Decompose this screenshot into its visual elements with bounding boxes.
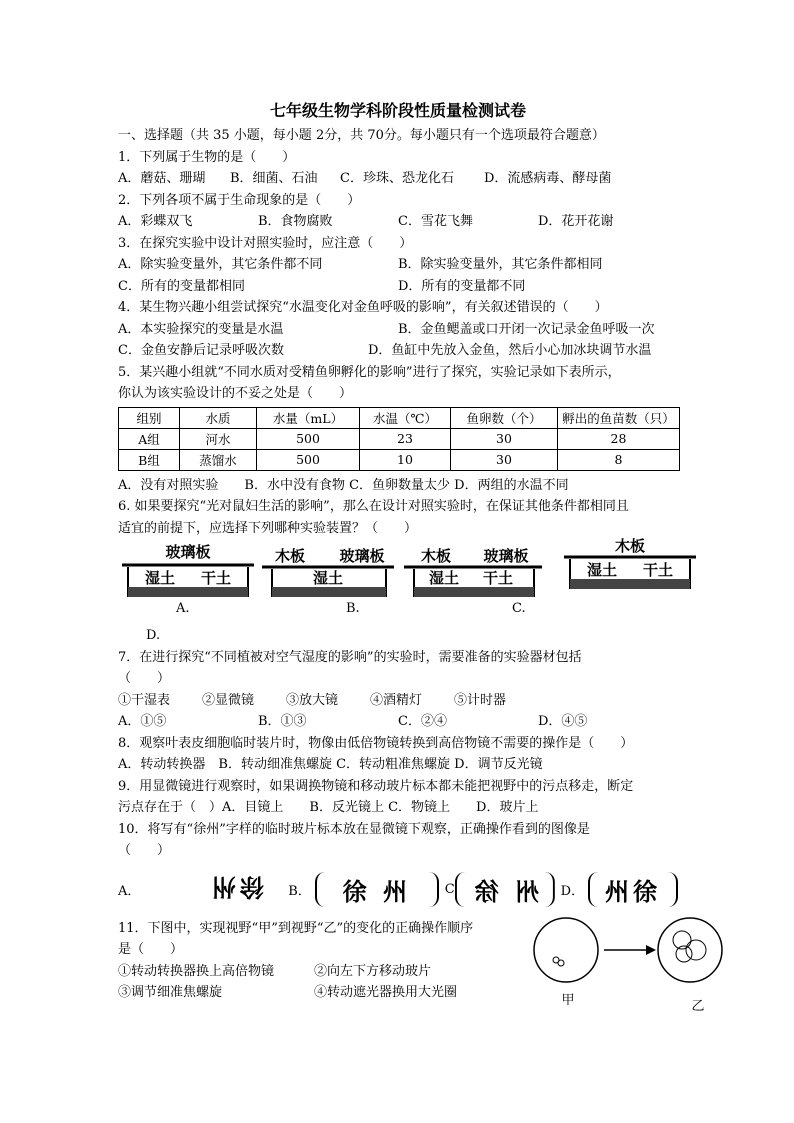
question-5-line1: 5．某兴趣小组就“不同水质对受精鱼卵孵化的影响”进行了探究，实验记录如下表所示， bbox=[118, 364, 621, 380]
question-7-items bbox=[118, 690, 678, 712]
item: ②显微镜 bbox=[202, 692, 255, 708]
page-title: 七年级生物学科阶段性质量检测试卷 bbox=[269, 101, 526, 120]
cover-label: 玻璃板 bbox=[339, 547, 385, 565]
question-4-options-cd bbox=[118, 340, 678, 362]
section-heading: 一、选择题（共 35 小题，每小题 2分，共 70分。每小题只有一个选项最符合题意） bbox=[118, 128, 605, 143]
header-cell: 水温（℃） bbox=[360, 407, 451, 428]
cover-label: 木板 bbox=[614, 537, 646, 555]
option-c: C．金鱼安静后记录呼吸次数 bbox=[118, 343, 284, 358]
soil-label: 湿土 bbox=[428, 569, 460, 587]
table-row bbox=[119, 428, 680, 449]
arrow-head-icon bbox=[646, 945, 656, 955]
option-c: C．②④ bbox=[398, 714, 447, 729]
field-jia-label: 甲 bbox=[561, 992, 575, 1008]
step-1: ①转动转换器换上高倍物镜 bbox=[118, 963, 275, 979]
option-d: D．鱼缸中先放入金鱼，然后小心加冰块调节水温 bbox=[368, 343, 652, 358]
cell-icon bbox=[558, 960, 564, 966]
question-1: 1．下列属于生物的是（ ） bbox=[118, 149, 296, 165]
label-d: D. bbox=[146, 628, 161, 643]
option-c: C．珍珠、恐龙化石 bbox=[340, 171, 454, 186]
option-b: B．除实验变量外，其它条件都相同 bbox=[398, 257, 603, 272]
option-c: C．雪花飞舞 bbox=[398, 214, 473, 229]
question-6-line2: 适宜的前提下，应选择下列哪种实验装置？（ ） bbox=[118, 520, 418, 536]
field-yi-label: 乙 bbox=[691, 998, 705, 1014]
question-8-options: A．转动转换器 B．转动细准焦螺旋 C．转动粗准焦螺旋 D．调节反光镜 bbox=[118, 757, 543, 772]
item: ⑤计时器 bbox=[454, 692, 507, 708]
option-d: D．④⑤ bbox=[538, 714, 588, 729]
question-11-line2: 是（ ） bbox=[118, 942, 184, 957]
question-10: 10．将写有“徐州”字样的临时玻片标本放在显微镜下观察，正确操作看到的图像是 bbox=[118, 821, 590, 837]
option-d: D．流感病毒、酵母菌 bbox=[484, 171, 612, 186]
field-yi-circle bbox=[658, 918, 722, 982]
option-b: B．细菌、石油 bbox=[230, 171, 318, 186]
option-a: A．彩蝶双飞 bbox=[118, 214, 193, 229]
option-a: A．①⑤ bbox=[118, 714, 167, 729]
option-b: B．金鱼鳃盖或口开闭一次记录金鱼呼吸一次 bbox=[398, 321, 655, 337]
question-11-line1: 11．下图中，实现视野“甲”到视野“乙”的变化的正确操作顺序 bbox=[118, 920, 474, 936]
option-c: C．所有的变量都相同 bbox=[118, 278, 245, 294]
label-a: A． bbox=[118, 884, 141, 899]
table-cell: 8 bbox=[558, 449, 680, 470]
table-cell: 30 bbox=[451, 449, 558, 470]
cover-label: 木板 bbox=[274, 547, 306, 565]
question-7: 7．在进行探究“不同植被对空气湿度的影响”的实验时，需要准备的实验器材包括 bbox=[118, 649, 582, 665]
question-4: 4．某生物兴趣小组尝试探究“水温变化对金鱼呼吸的影响”，有关叙述错误的（ ） bbox=[118, 300, 608, 315]
header-cell: 鱼卵数（个） bbox=[451, 407, 558, 428]
question-3-options-ab bbox=[118, 254, 678, 276]
table-cell: 10 bbox=[360, 449, 451, 470]
table-cell: 500 bbox=[257, 449, 360, 470]
table-cell: A组 bbox=[119, 428, 180, 449]
cover-label: 木板 bbox=[420, 547, 452, 565]
apparatus-d bbox=[562, 533, 698, 595]
header-cell: 水质 bbox=[180, 407, 257, 428]
header-cell: 水量（mL） bbox=[257, 407, 360, 428]
option-d: D．花开花谢 bbox=[538, 214, 614, 229]
option-a: A．蘑菇、珊瑚 bbox=[118, 171, 206, 186]
label-b: B. bbox=[346, 601, 360, 616]
image-d: 州徐 bbox=[588, 872, 678, 907]
soil-label: 湿土 bbox=[144, 569, 176, 587]
label-c: C. bbox=[512, 601, 526, 616]
soil-label: 干土 bbox=[482, 569, 514, 587]
option-a: A．本实验探究的变量是水温 bbox=[118, 321, 284, 337]
question-3-options-cd bbox=[118, 276, 678, 298]
item: ①干湿表 bbox=[118, 692, 171, 708]
label-b: B． bbox=[288, 884, 311, 899]
cover-label: 玻璃板 bbox=[165, 543, 211, 561]
question-9-line1: 9．用显微镜进行观察时，如果调换物镜和移动玻片标本都未能把视野中的污点移走，断定 bbox=[118, 778, 634, 794]
table-cell: 28 bbox=[558, 428, 680, 449]
question-5-line2: 你认为该实验设计的不妥之处是（ ） bbox=[118, 386, 353, 401]
question-1-options bbox=[118, 168, 678, 190]
table-cell: 蒸馏水 bbox=[180, 449, 257, 470]
soil-label: 干土 bbox=[642, 561, 674, 579]
table-cell: B组 bbox=[119, 449, 180, 470]
apparatus-c bbox=[402, 539, 544, 601]
table-cell: 500 bbox=[257, 428, 360, 449]
question-9-line2: 污点存在于（ ）A．目镜上 B．反光镜上 C．物镜上 D．玻片上 bbox=[118, 800, 539, 815]
apparatus-figures bbox=[118, 539, 678, 625]
step-2: ②向左下方移动玻片 bbox=[314, 963, 432, 979]
label-a: A. bbox=[176, 601, 190, 616]
label-c: C bbox=[444, 882, 455, 897]
cover-label: 玻璃板 bbox=[483, 547, 529, 565]
apparatus-b bbox=[258, 539, 398, 601]
table-header-row bbox=[119, 407, 680, 428]
label-d: D． bbox=[560, 884, 585, 899]
microscope-fields-figure bbox=[532, 910, 726, 1018]
question-11 bbox=[118, 918, 705, 1014]
soil-label: 干土 bbox=[200, 569, 232, 587]
question-5-options: A．没有对照实验 B．水中没有食物 C．鱼卵数量太少 D．两组的水温不同 bbox=[118, 477, 569, 493]
image-a: 徐州 bbox=[208, 873, 265, 901]
question-2-options bbox=[118, 211, 678, 233]
option-b: B．食物腐败 bbox=[258, 214, 333, 229]
step-3: ③调节细准焦螺旋 bbox=[118, 985, 223, 1000]
question-2: 2．下列各项不属于生命现象的是（ ） bbox=[118, 192, 361, 208]
option-b: B．①③ bbox=[258, 714, 307, 729]
exam-page bbox=[118, 98, 705, 1014]
image-b: 徐 州 bbox=[315, 872, 439, 907]
item: ③放大镜 bbox=[286, 692, 339, 708]
image-c: 州 徐 bbox=[455, 872, 555, 907]
soil-label: 湿土 bbox=[586, 561, 618, 579]
item: ④酒精灯 bbox=[370, 692, 423, 708]
header-cell: 组别 bbox=[119, 407, 180, 428]
table-row bbox=[119, 449, 680, 470]
table-cell: 23 bbox=[360, 428, 451, 449]
table-cell: 河水 bbox=[180, 428, 257, 449]
question-3: 3．在探究实验中设计对照实验时，应注意（ ） bbox=[118, 235, 413, 251]
cell-icon bbox=[686, 940, 706, 960]
option-a: A．除实验变量外，其它条件都不同 bbox=[118, 257, 323, 272]
soil-label: 湿土 bbox=[312, 569, 344, 587]
question-4-options-ab bbox=[118, 319, 678, 341]
experiment-table bbox=[118, 407, 680, 471]
question-6-line1: 6. 如果要探究“光对鼠妇生活的影响”，那么在设计对照实验时，在保证其他条件都相同且 bbox=[118, 499, 629, 514]
question-8: 8．观察叶表皮细胞临时装片时，物像由低倍物镜转换到高倍物镜不需要的操作是（ ） bbox=[118, 735, 634, 751]
question-7-paren: （ ） bbox=[118, 671, 171, 686]
table-cell: 30 bbox=[451, 428, 558, 449]
question-10-paren: （ ） bbox=[118, 843, 171, 858]
question-7-options bbox=[118, 711, 678, 733]
option-d: D．所有的变量都不同 bbox=[398, 278, 526, 294]
field-jia-circle bbox=[534, 918, 598, 982]
apparatus-a bbox=[120, 539, 256, 601]
header-cell: 孵出的鱼苗数（只） bbox=[558, 407, 680, 428]
step-4: ④转动遮光器换用大光圈 bbox=[314, 985, 458, 1000]
